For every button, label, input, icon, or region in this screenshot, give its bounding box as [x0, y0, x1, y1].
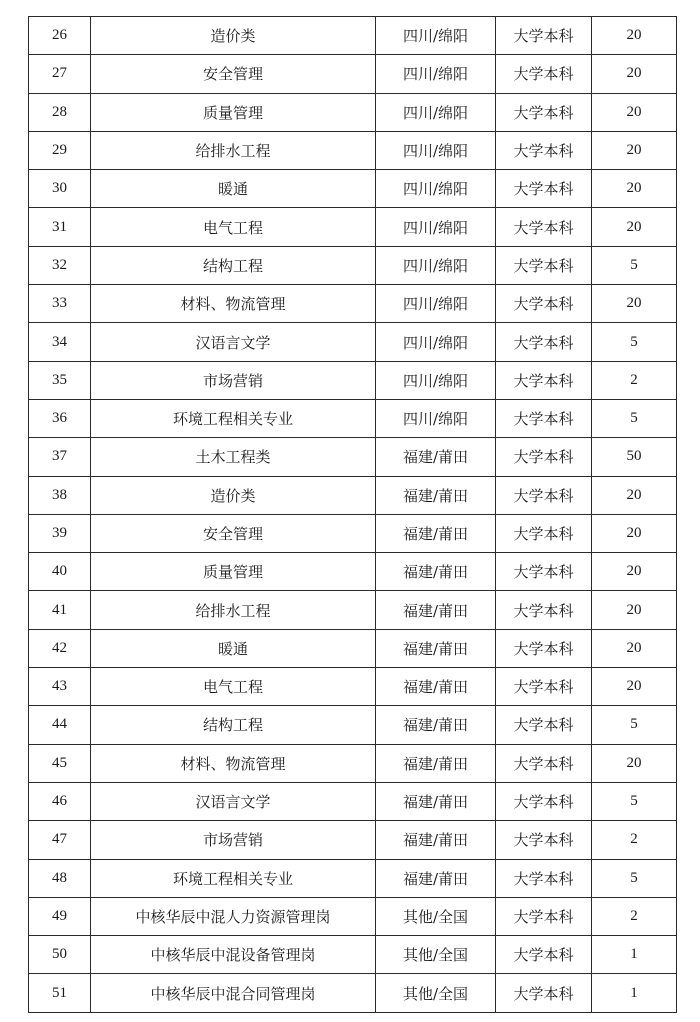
- headcount-cell: 2: [592, 821, 677, 859]
- row-number-cell: 38: [29, 476, 91, 514]
- education-cell: 大学本科: [496, 399, 592, 437]
- headcount-cell: 20: [592, 208, 677, 246]
- table-row: [29, 170, 677, 208]
- location-cell: 福建/莆田: [376, 744, 496, 782]
- education-cell: 大学本科: [496, 706, 592, 744]
- headcount-cell: 5: [592, 706, 677, 744]
- table-row: [29, 859, 677, 897]
- education-cell: 大学本科: [496, 476, 592, 514]
- education-cell: 大学本科: [496, 782, 592, 820]
- education-cell: 大学本科: [496, 744, 592, 782]
- row-number-cell: 34: [29, 323, 91, 361]
- education-cell: 大学本科: [496, 974, 592, 1012]
- major-cell: 给排水工程: [91, 591, 376, 629]
- headcount-cell: 1: [592, 936, 677, 974]
- education-cell: 大学本科: [496, 859, 592, 897]
- row-number-cell: 39: [29, 514, 91, 552]
- table-row: [29, 17, 677, 55]
- education-cell: 大学本科: [496, 629, 592, 667]
- table-row: [29, 782, 677, 820]
- major-cell: 电气工程: [91, 668, 376, 706]
- location-cell: 四川/绵阳: [376, 399, 496, 437]
- location-cell: 福建/莆田: [376, 514, 496, 552]
- major-cell: 汉语言文学: [91, 782, 376, 820]
- table-row: [29, 936, 677, 974]
- table-row: [29, 438, 677, 476]
- major-cell: 中核华辰中混人力资源管理岗: [91, 897, 376, 935]
- headcount-cell: 5: [592, 399, 677, 437]
- education-cell: 大学本科: [496, 361, 592, 399]
- major-cell: 给排水工程: [91, 131, 376, 169]
- table-row: [29, 706, 677, 744]
- row-number-cell: 46: [29, 782, 91, 820]
- headcount-cell: 20: [592, 17, 677, 55]
- headcount-cell: 20: [592, 668, 677, 706]
- major-cell: 结构工程: [91, 246, 376, 284]
- row-number-cell: 49: [29, 897, 91, 935]
- major-cell: 土木工程类: [91, 438, 376, 476]
- major-cell: 材料、物流管理: [91, 744, 376, 782]
- major-cell: 造价类: [91, 17, 376, 55]
- major-cell: 暖通: [91, 170, 376, 208]
- education-cell: 大学本科: [496, 591, 592, 629]
- table-row: [29, 591, 677, 629]
- location-cell: 四川/绵阳: [376, 170, 496, 208]
- education-cell: 大学本科: [496, 514, 592, 552]
- major-cell: 市场营销: [91, 821, 376, 859]
- row-number-cell: 47: [29, 821, 91, 859]
- row-number-cell: 26: [29, 17, 91, 55]
- education-cell: 大学本科: [496, 17, 592, 55]
- headcount-cell: 20: [592, 55, 677, 93]
- location-cell: 四川/绵阳: [376, 208, 496, 246]
- major-cell: 环境工程相关专业: [91, 399, 376, 437]
- row-number-cell: 37: [29, 438, 91, 476]
- major-cell: 材料、物流管理: [91, 285, 376, 323]
- headcount-cell: 5: [592, 859, 677, 897]
- education-cell: 大学本科: [496, 285, 592, 323]
- major-cell: 电气工程: [91, 208, 376, 246]
- location-cell: 福建/莆田: [376, 438, 496, 476]
- major-cell: 暖通: [91, 629, 376, 667]
- table-row: [29, 821, 677, 859]
- major-cell: 质量管理: [91, 553, 376, 591]
- table-row: [29, 208, 677, 246]
- table-body: [29, 17, 677, 1013]
- headcount-cell: 50: [592, 438, 677, 476]
- headcount-cell: 20: [592, 553, 677, 591]
- row-number-cell: 36: [29, 399, 91, 437]
- headcount-cell: 1: [592, 974, 677, 1012]
- row-number-cell: 33: [29, 285, 91, 323]
- location-cell: 福建/莆田: [376, 629, 496, 667]
- row-number-cell: 45: [29, 744, 91, 782]
- headcount-cell: 20: [592, 629, 677, 667]
- location-cell: 四川/绵阳: [376, 323, 496, 361]
- headcount-cell: 20: [592, 285, 677, 323]
- row-number-cell: 28: [29, 93, 91, 131]
- headcount-cell: 5: [592, 782, 677, 820]
- education-cell: 大学本科: [496, 553, 592, 591]
- education-cell: 大学本科: [496, 323, 592, 361]
- location-cell: 福建/莆田: [376, 668, 496, 706]
- row-number-cell: 43: [29, 668, 91, 706]
- location-cell: 福建/莆田: [376, 859, 496, 897]
- table-row: [29, 476, 677, 514]
- location-cell: 福建/莆田: [376, 782, 496, 820]
- headcount-cell: 20: [592, 476, 677, 514]
- location-cell: 福建/莆田: [376, 821, 496, 859]
- table-row: [29, 553, 677, 591]
- headcount-cell: 20: [592, 591, 677, 629]
- location-cell: 四川/绵阳: [376, 361, 496, 399]
- headcount-cell: 20: [592, 170, 677, 208]
- location-cell: 四川/绵阳: [376, 93, 496, 131]
- table-row: [29, 55, 677, 93]
- education-cell: 大学本科: [496, 208, 592, 246]
- row-number-cell: 27: [29, 55, 91, 93]
- major-cell: 环境工程相关专业: [91, 859, 376, 897]
- table-row: [29, 246, 677, 284]
- location-cell: 福建/莆田: [376, 591, 496, 629]
- education-cell: 大学本科: [496, 897, 592, 935]
- row-number-cell: 30: [29, 170, 91, 208]
- table-row: [29, 399, 677, 437]
- row-number-cell: 31: [29, 208, 91, 246]
- location-cell: 其他/全国: [376, 974, 496, 1012]
- major-cell: 安全管理: [91, 55, 376, 93]
- education-cell: 大学本科: [496, 93, 592, 131]
- location-cell: 四川/绵阳: [376, 246, 496, 284]
- row-number-cell: 40: [29, 553, 91, 591]
- table-row: [29, 93, 677, 131]
- education-cell: 大学本科: [496, 131, 592, 169]
- recruitment-table: [28, 16, 677, 1013]
- education-cell: 大学本科: [496, 246, 592, 284]
- row-number-cell: 32: [29, 246, 91, 284]
- major-cell: 中核华辰中混设备管理岗: [91, 936, 376, 974]
- headcount-cell: 20: [592, 131, 677, 169]
- education-cell: 大学本科: [496, 438, 592, 476]
- headcount-cell: 2: [592, 361, 677, 399]
- table-row: [29, 323, 677, 361]
- table-row: [29, 131, 677, 169]
- major-cell: 市场营销: [91, 361, 376, 399]
- table-row: [29, 897, 677, 935]
- row-number-cell: 42: [29, 629, 91, 667]
- location-cell: 福建/莆田: [376, 553, 496, 591]
- table-row: [29, 668, 677, 706]
- row-number-cell: 51: [29, 974, 91, 1012]
- education-cell: 大学本科: [496, 821, 592, 859]
- location-cell: 福建/莆田: [376, 476, 496, 514]
- table-row: [29, 514, 677, 552]
- location-cell: 四川/绵阳: [376, 285, 496, 323]
- table-row: [29, 285, 677, 323]
- table-row: [29, 361, 677, 399]
- headcount-cell: 20: [592, 514, 677, 552]
- major-cell: 中核华辰中混合同管理岗: [91, 974, 376, 1012]
- education-cell: 大学本科: [496, 936, 592, 974]
- education-cell: 大学本科: [496, 668, 592, 706]
- major-cell: 造价类: [91, 476, 376, 514]
- row-number-cell: 44: [29, 706, 91, 744]
- education-cell: 大学本科: [496, 170, 592, 208]
- education-cell: 大学本科: [496, 55, 592, 93]
- table-row: [29, 744, 677, 782]
- major-cell: 结构工程: [91, 706, 376, 744]
- row-number-cell: 50: [29, 936, 91, 974]
- major-cell: 安全管理: [91, 514, 376, 552]
- headcount-cell: 2: [592, 897, 677, 935]
- location-cell: 福建/莆田: [376, 706, 496, 744]
- location-cell: 四川/绵阳: [376, 55, 496, 93]
- location-cell: 四川/绵阳: [376, 17, 496, 55]
- row-number-cell: 29: [29, 131, 91, 169]
- row-number-cell: 35: [29, 361, 91, 399]
- major-cell: 汉语言文学: [91, 323, 376, 361]
- headcount-cell: 5: [592, 246, 677, 284]
- headcount-cell: 5: [592, 323, 677, 361]
- headcount-cell: 20: [592, 744, 677, 782]
- major-cell: 质量管理: [91, 93, 376, 131]
- location-cell: 四川/绵阳: [376, 131, 496, 169]
- table-row: [29, 974, 677, 1012]
- headcount-cell: 20: [592, 93, 677, 131]
- location-cell: 其他/全国: [376, 936, 496, 974]
- location-cell: 其他/全国: [376, 897, 496, 935]
- table-row: [29, 629, 677, 667]
- row-number-cell: 41: [29, 591, 91, 629]
- row-number-cell: 48: [29, 859, 91, 897]
